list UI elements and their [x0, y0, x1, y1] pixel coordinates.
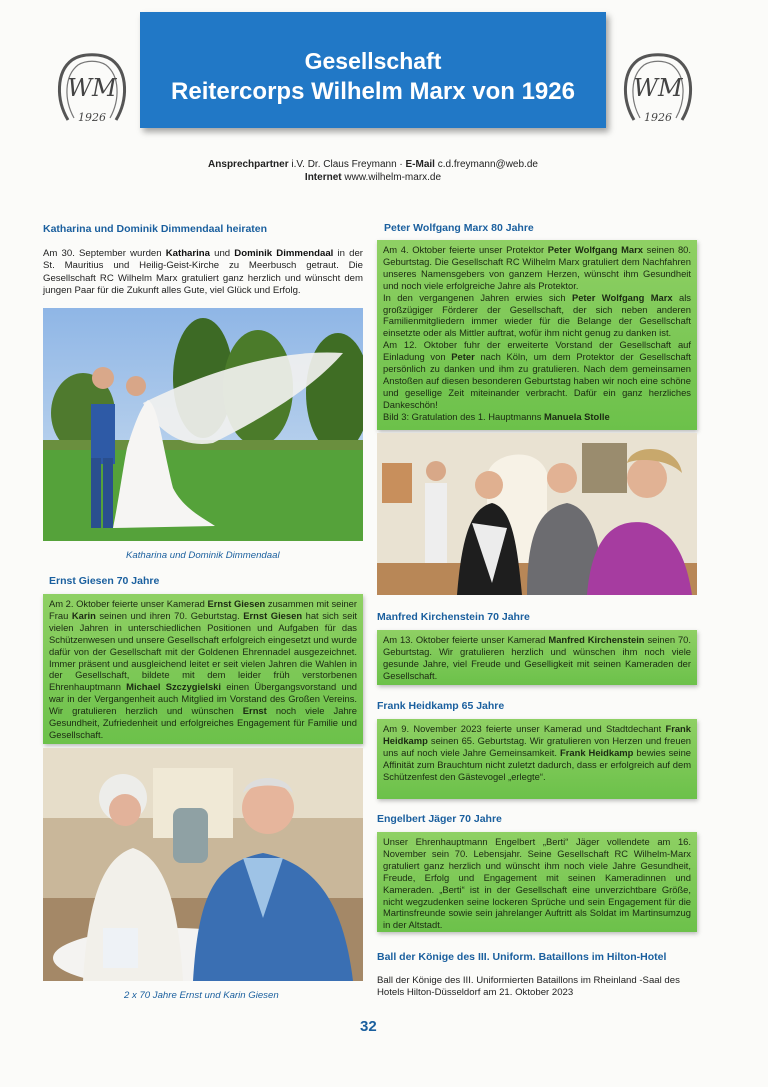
logo-year: 1926	[78, 111, 106, 124]
heading-marx: Peter Wolfgang Marx 80 Jahre	[384, 222, 534, 234]
textbox-kirchenstein: Am 13. Oktober feierte unser Kamerad Manfred Kirchenstein seinen 70. Geburtstag. Wir gratulieren herzlich und wünschen ihm noch viele gesunde Jahre, viel Freude und Geselligkeit mit seinen Kameraden der Gesellschaft.	[377, 630, 697, 685]
text-ball: Ball der Könige des III. Uniformierten Bataillons im Rheinland -Saal des Hotels Hilton-Düsseldorf am 21. Oktober 2023	[377, 975, 680, 999]
textbox-jaeger: Unser Ehrenhauptmann Engelbert „Berti“ Jäger vollendete am 16. November sein 70. Lebensjahr. Seine Gesellschaft RC Wilhelm-Marx gratuliert ganz herzlich und wünscht ihm noch viele Jahre Gesundheit, Freude, Erfolg und Engagement mit seinen Kameradinnen und Kameraden. „Berti“ ist in der Gesellschaft eine unverzichtbare Größe, nicht wegzudenken seine lockeren Sprüche und sein Engagement für die Martinsfreunde sowie sein jahrelanger Auftritt als Soldat im Martinsumzug in der Altstadt.	[377, 832, 697, 932]
heading-ball: Ball der Könige des III. Uniform. Bataillons im Hilton-Hotel	[377, 951, 667, 963]
heading-heidkamp: Frank Heidkamp 65 Jahre	[377, 700, 505, 712]
textbox-giesen: Am 2. Oktober feierte unser Kamerad Ernst Giesen zusammen mit seiner Frau Karin seinen und ihren 70. Geburtstag. Ernst Giesen hat sich seit vielen Jahren in unterschiedlichen Positionen und Aufgaben für das Schützenwesen und unsere Gesellschaft erfolgreich eingesetzt und wurde dafür von der Gesellschaft mit der Goldenen Ehrennadel ausgezeichnet. Immer präsent und ausgleichend leitet er seit vielen Jahren die Wahlen in der Gesellschaft, bildete mit dem leider früh verstorbenen Ehrenhauptmann Michael Szczygielski einen Übergangsvorstand und war in der Vergangenheit auch Mitglied im Vorstand des Großen Vereins. Wir gratulieren herzlich und wünschen Ernst noch viele Jahre Gesundheit, Zufriedenheit und erfolgreiches Engagement für Familie und Gesellschaft.	[43, 594, 363, 744]
club-logo-left	[54, 50, 130, 126]
caption-wedding: Katharina und Dominik Dimmendaal	[126, 550, 280, 561]
photo-marx	[377, 433, 697, 595]
svg-text:WM: WM	[67, 74, 117, 102]
text-wedding: Am 30. September wurden Katharina und Dominik Dimmendaal in der St. Mauritius und Heilig-Geist-Kirche zu Meerbusch getraut. Die Gesellschaft RC Wilhelm Marx gratuliert ganz herzlich und wünscht dem jungen Paar für die Zukunft alles Gute, viel Glück und Erfolg.	[43, 248, 363, 297]
club-logo-right	[620, 50, 696, 126]
heading-kirchenstein: Manfred Kirchenstein 70 Jahre	[377, 611, 530, 623]
heading-giesen: Ernst Giesen 70 Jahre	[49, 575, 160, 587]
textbox-heidkamp: Am 9. November 2023 feierte unser Kamerad und Stadtdechant Frank Heidkamp seinen 65. Geburtstag. Wir gratulieren von Herzen und freuen uns auf noch viele Jahre Gemeinsamkeit. Frank Heidkamp bewies seine Affinität zum Brauchtum nicht zuletzt dadurch, dass er erfolgreich auf dem Schützenfest den Gästevogel „erlegte“.	[377, 719, 697, 799]
title-line1: Gesellschaft	[304, 48, 442, 74]
title-banner	[140, 12, 606, 128]
logo-year: 1926	[644, 111, 672, 124]
heading-wedding: Katharina und Dominik Dimmendaal heiraten	[43, 223, 268, 235]
contact-line2: Internet www.wilhelm-marx.de	[304, 172, 442, 183]
heading-jaeger: Engelbert Jäger 70 Jahre	[377, 813, 502, 825]
page-number: 32	[360, 1018, 377, 1035]
photo-wedding	[43, 308, 363, 541]
caption-giesen: 2 x 70 Jahre Ernst und Karin Giesen	[124, 990, 279, 1001]
photo-giesen	[43, 748, 363, 981]
svg-text:WM: WM	[633, 74, 683, 102]
textbox-marx: Am 4. Oktober feierte unser Protektor Peter Wolfgang Marx seinen 80. Geburtstag. Die Gesellschaft RC Wilhelm Marx gratuliert dem Nachfahren unseres Namensgebers von ganzem Herzen, wünscht ihm Gesundheit und noch viele erfolgreiche Jahre als Protektor. In den vergangenen Jahren erwies sich Peter Wolfgang Marx als großzügiger Förderer der Gesellschaft, der sich neben anderen Familienmitgliedern immer wieder für die Belange der Gesellschaft einsetzte oder als Mittler auftrat, wofür ihm nicht genug zu danken ist. Am 12. Oktober fuhr der erweiterte Vorstand der Gesellschaft auf Einladung von Peter nach Köln, um dem Protektor der Gesellschaft persönlich zu danken und ihm zu gratulieren. Nach dem gemeinsamen Anstoßen auf diesen besonderen Geburtstag haben wir noch eine schöne und gesellige Zeit miteinander verbracht. Dafür ein ganz herzliches Dankeschön! Bild 3: Gratulation des 1. Hauptmanns Manuela Stolle	[377, 240, 697, 430]
contact-line1: Ansprechpartner i.V. Dr. Claus Freymann · E-Mail c.d.freymann@web.de	[208, 159, 538, 170]
title-line2: Reitercorps Wilhelm Marx von 1926	[171, 78, 575, 105]
